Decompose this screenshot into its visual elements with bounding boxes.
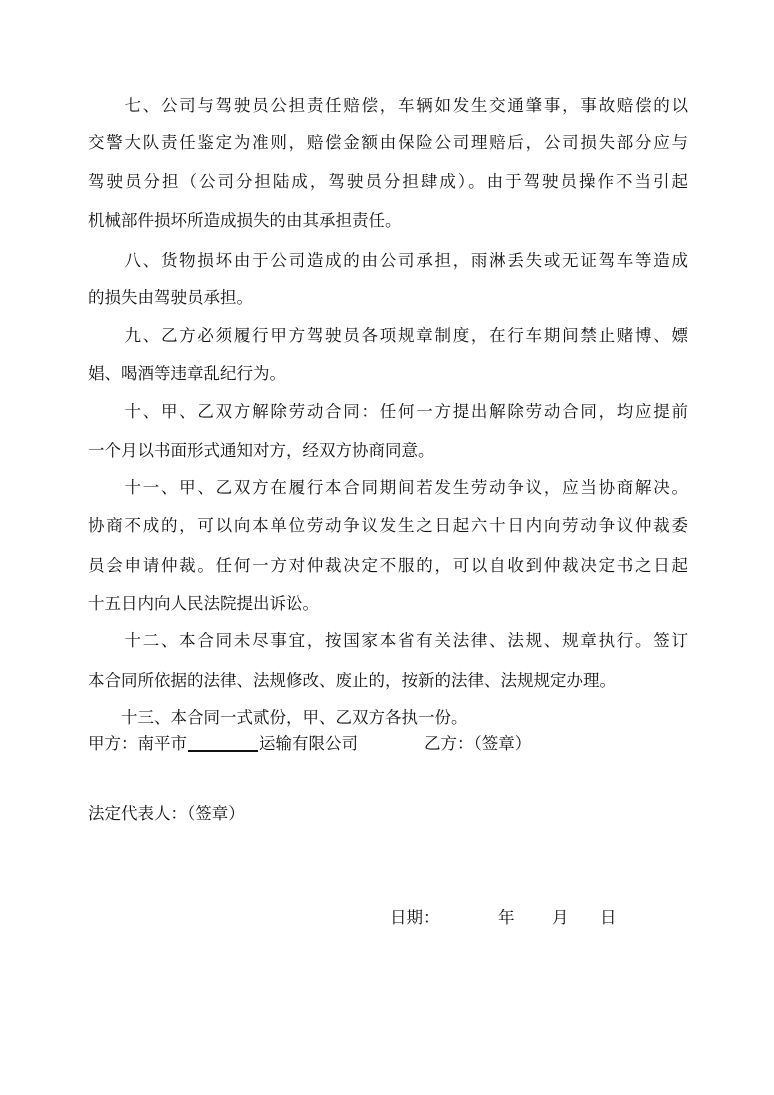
paragraph-4-line-1: 十、甲、乙双方解除劳动合同：任何一方提出解除劳动合同，均应提前 xyxy=(88,402,688,421)
paragraph-7-line-1: 十三、本合同一式贰份，甲、乙双方各执一份。 xyxy=(88,708,468,727)
date-day: 日 xyxy=(600,908,617,927)
paragraph-5-line-1: 十一、甲、乙双方在履行本合同期间若发生劳动争议，应当协商解决。 xyxy=(88,478,688,497)
party-b-signature: 乙方：（签章） xyxy=(424,734,532,753)
paragraph-6-line-1: 十二、本合同未尽事宜，按国家本省有关法律、法规、规章执行。签订 xyxy=(88,631,688,650)
company-name-blank xyxy=(188,750,258,752)
paragraph-1-line-1: 七、公司与驾驶员公担责任赔偿，车辆如发生交通肇事，事故赔偿的以 xyxy=(88,96,688,115)
paragraph-5-line-4: 十五日内向人民法院提出诉讼。 xyxy=(88,594,319,613)
paragraph-2-line-1: 八、货物损坏由于公司造成的由公司承担，雨淋丢失或无证驾车等造成 xyxy=(88,251,688,270)
paragraph-6-line-2: 本合同所依据的法律、法规修改、废止的，按新的法律、法规规定办理。 xyxy=(88,671,616,690)
paragraph-3-line-2: 娼、喝酒等违章乱纪行为。 xyxy=(88,364,286,383)
paragraph-1-line-4: 机械部件损坏所造成损失的由其承担责任。 xyxy=(88,211,402,230)
paragraph-3-line-1: 九、乙方必须履行甲方驾驶员各项规章制度，在行车期间禁止赌博、嫖 xyxy=(88,326,688,345)
paragraph-5-line-3: 员会申请仲裁。任何一方对仲裁决定不服的，可以自收到仲裁决定书之日起 xyxy=(88,556,688,575)
date-year: 年 xyxy=(498,908,515,927)
paragraph-2-line-2: 的损失由驾驶员承担。 xyxy=(88,288,253,307)
party-a-suffix: 运输有限公司 xyxy=(259,734,358,753)
party-a-prefix: 甲方：南平市 xyxy=(88,734,187,753)
date-month: 月 xyxy=(552,908,569,927)
paragraph-4-line-2: 一个月以书面形式通知对方，经双方协商同意。 xyxy=(88,441,435,460)
paragraph-1-line-3: 驾驶员分担（公司分担陆成，驾驶员分担肆成）。由于驾驶员操作不当引起 xyxy=(88,172,688,191)
date-label: 日期： xyxy=(390,908,440,927)
party-a-line xyxy=(88,734,358,754)
paragraph-5-line-2: 协商不成的，可以向本单位劳动争议发生之日起六十日内向劳动争议仲裁委 xyxy=(88,516,688,535)
legal-representative-signature: 法定代表人：（签章） xyxy=(88,804,245,823)
paragraph-1-line-2: 交警大队责任鉴定为准则，赔偿金额由保险公司理赔后，公司损失部分应与 xyxy=(88,133,688,152)
